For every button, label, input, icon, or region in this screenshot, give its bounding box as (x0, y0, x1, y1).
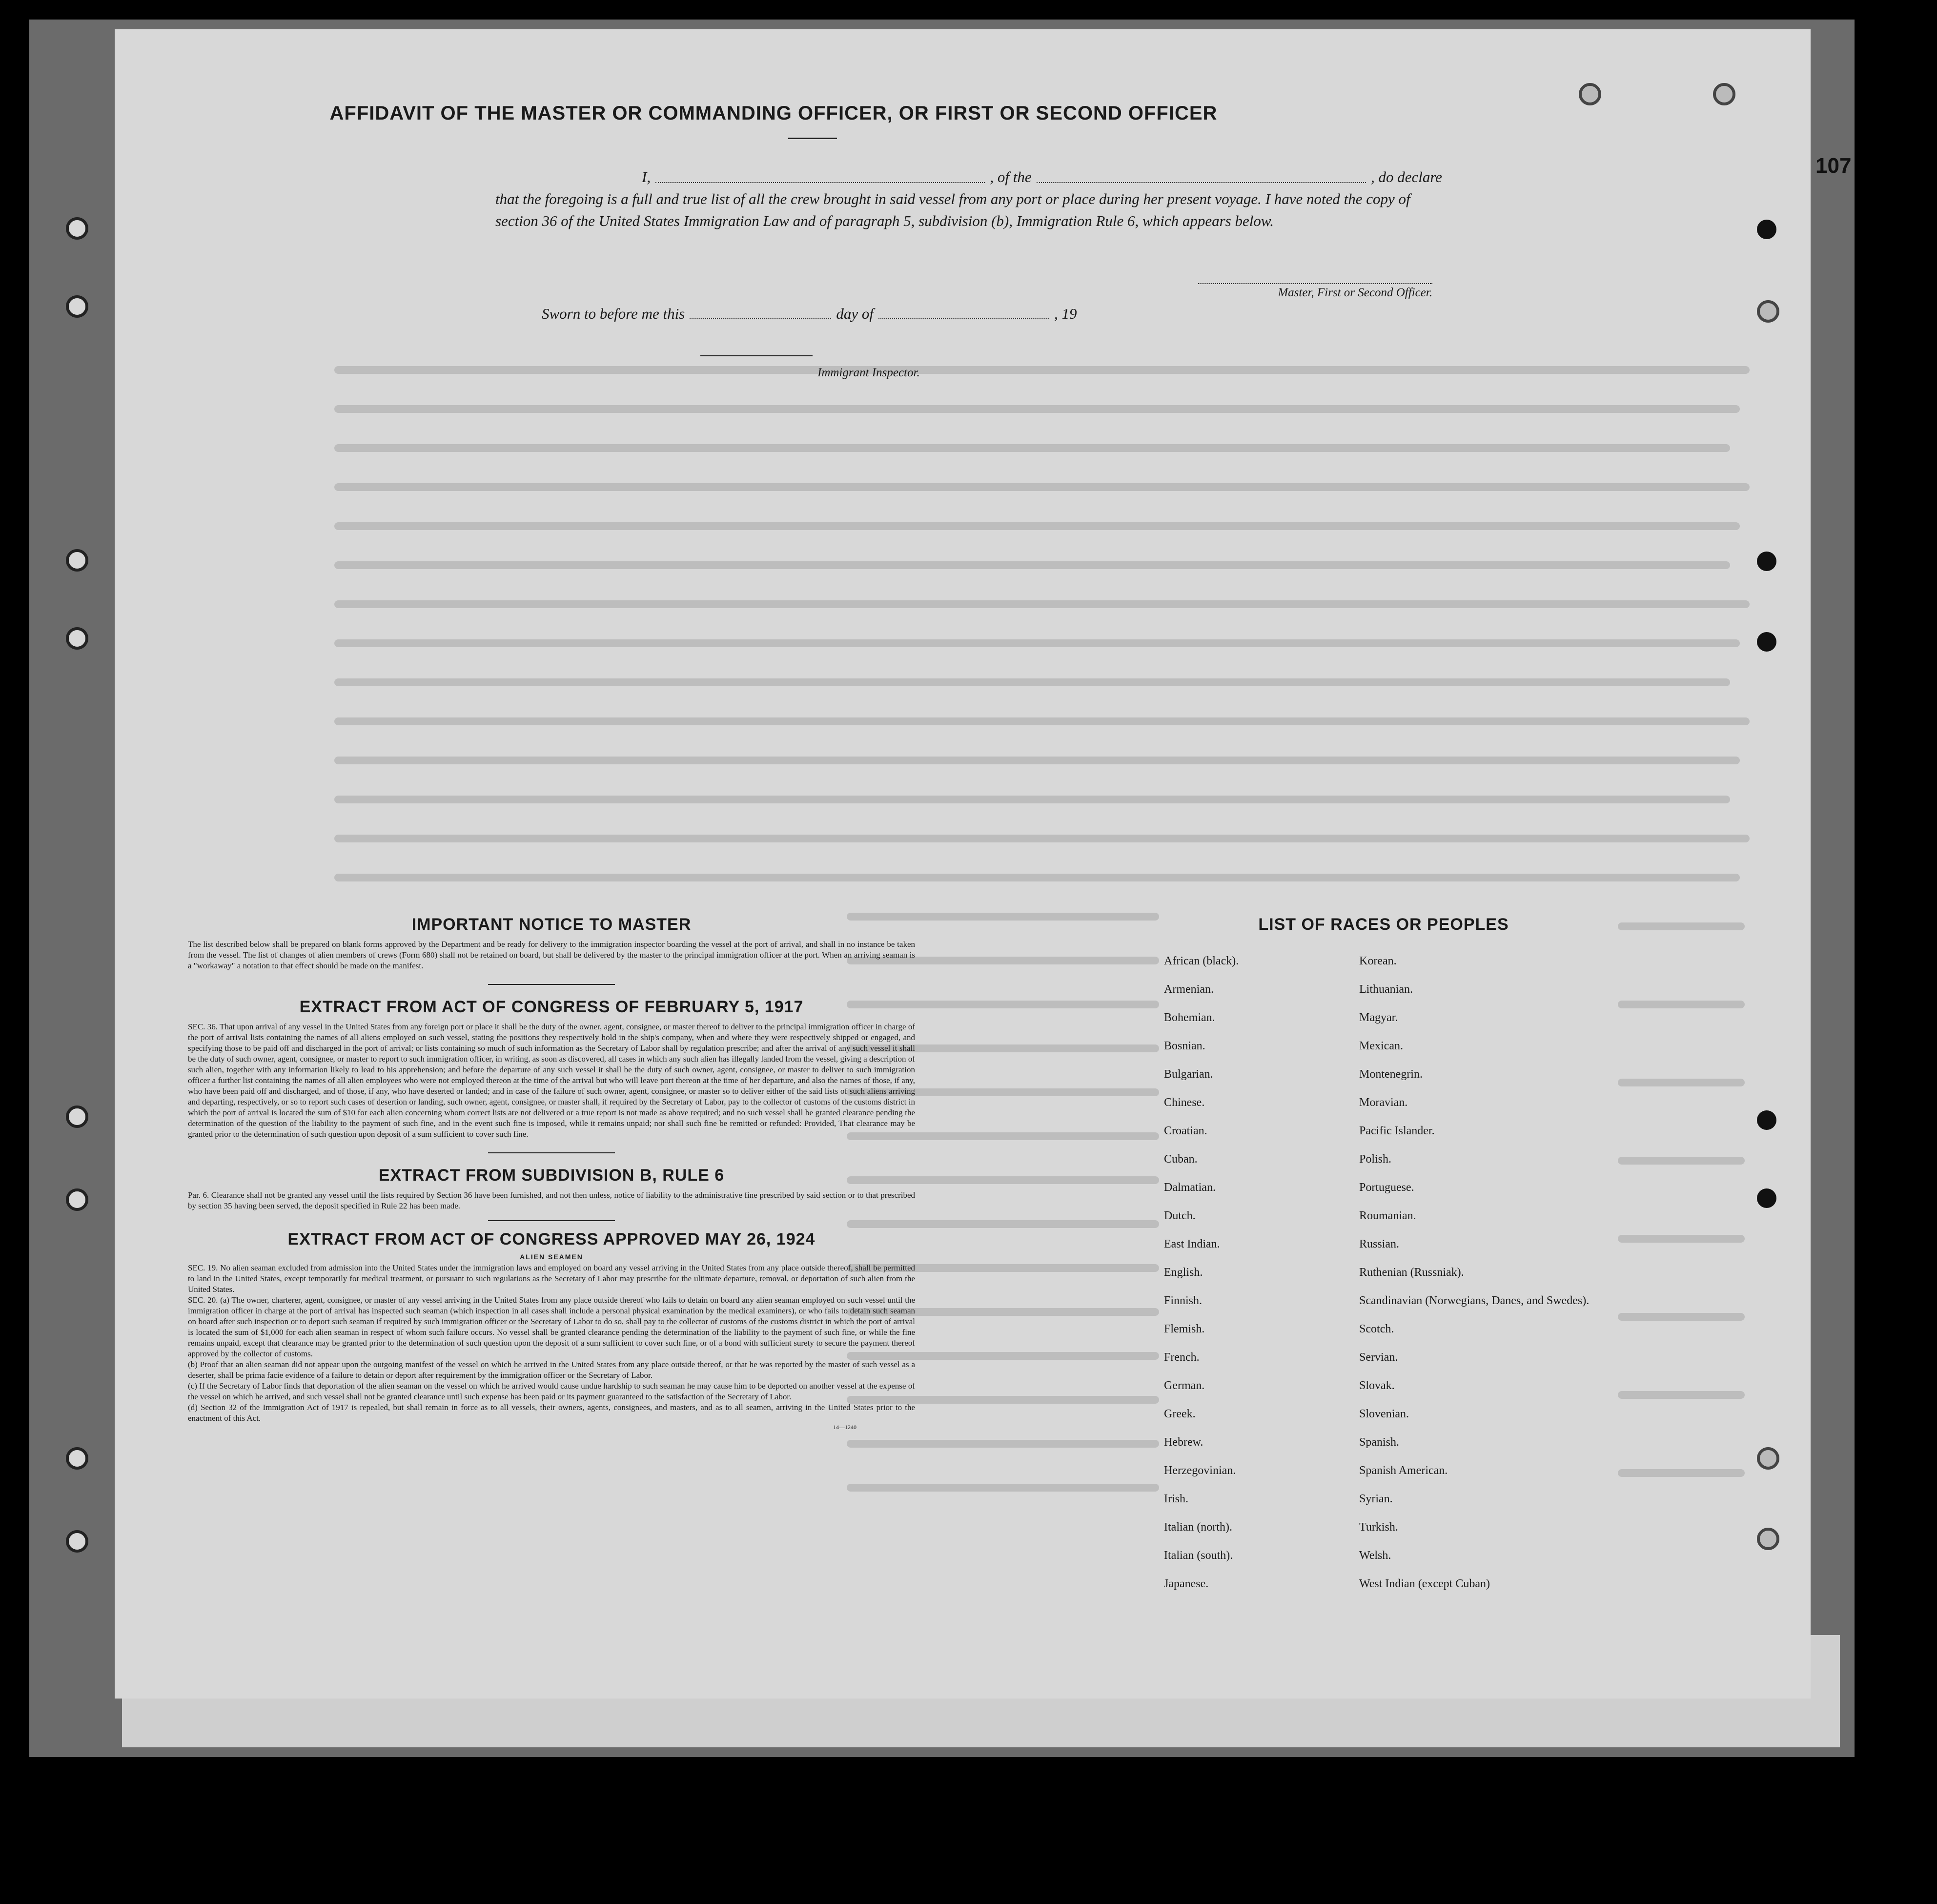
race-item: Italian (south). (1164, 1549, 1233, 1562)
race-item: Finnish. (1164, 1294, 1203, 1307)
section-divider (488, 1220, 615, 1221)
sworn-statement (542, 305, 1077, 323)
race-item: Korean. (1359, 955, 1397, 967)
race-item: Spanish American. (1359, 1464, 1448, 1477)
race-item: Roumanian. (1359, 1209, 1416, 1222)
race-item: Portuguese. (1359, 1181, 1414, 1194)
faded-handwriting (334, 874, 1740, 881)
extract-1924-sec20b: (b) Proof that an alien seaman did not appear upon the outgoing manifest of the vessel on which he arrived in the United States from any place outside thereof, or that he was reported by the master of such vessel as a deserter, shall be prima facie evidence of a failure to detain or deport after requirement by the immigration officer or the Secretary of Labor. (188, 1360, 915, 1380)
declare-of-the-label: , of the (990, 168, 1032, 185)
races-title: LIST OF RACES OR PEOPLES (1258, 915, 1509, 934)
race-item: African (black). (1164, 955, 1239, 967)
form-number: 14—1240 (833, 1424, 856, 1431)
faded-handwriting (1618, 1235, 1745, 1243)
extract-1917-title: EXTRACT FROM ACT OF CONGRESS OF FEBRUARY 5, 1917 (299, 998, 804, 1016)
faded-handwriting (334, 522, 1740, 530)
master-signature-line[interactable]: Master, First or Second Officer. (1198, 283, 1432, 300)
extract-1924-sec20c: (c) If the Secretary of Labor finds that deportation of the alien seaman on the vessel on which he arrived would cause undue hardship to such seaman he may cause him to be deported on another vessel at the expense of the vessel on which he arrived, and such vessel shall not be granted clearance until such expense has been paid or its payment guaranteed to the satisfaction of the Secretary of Labor. (188, 1381, 915, 1401)
affidavit-title: AFFIDAVIT OF THE MASTER OR COMMANDING OFFICER, OR FIRST OR SECOND OFFICER (329, 102, 1218, 124)
races-grid (1164, 954, 1603, 1605)
sworn-date-field[interactable] (690, 318, 831, 319)
manifest-page (115, 29, 1811, 1699)
race-item: Ruthenian (Russniak). (1359, 1266, 1464, 1279)
race-item: Spanish. (1359, 1436, 1400, 1449)
race-item: French. (1164, 1351, 1200, 1364)
race-item: Servian. (1359, 1351, 1398, 1364)
faded-handwriting (334, 405, 1740, 413)
extract-1924-title: EXTRACT FROM ACT OF CONGRESS APPROVED MAY 26, 1924 (287, 1230, 816, 1249)
race-item: Irish. (1164, 1493, 1188, 1505)
notice-title: IMPORTANT NOTICE TO MASTER (411, 915, 692, 934)
binder-hole (66, 217, 88, 240)
section-divider (488, 984, 615, 985)
race-item: Scandinavian (Norwegians, Danes, and Swedes). (1359, 1294, 1590, 1307)
binder-hole (1579, 83, 1601, 105)
race-item: Pacific Islander. (1359, 1125, 1435, 1137)
race-item: Armenian. (1164, 983, 1214, 996)
binder-hole (1757, 552, 1776, 571)
declare-do-declare-label: , do declare (1370, 168, 1443, 185)
faded-handwriting (1618, 1079, 1745, 1086)
extract-rule6-title: EXTRACT FROM SUBDIVISION B, RULE 6 (378, 1166, 725, 1185)
extract-rule6-text: Par. 6. Clearance shall not be granted any vessel until the lists required by Section 36 have been furnished, and not then unless, notice of liability to the administrative fine prescribed by said section or to that prescribed by section 35 having been served, the deposit specified in Rule 22 has been made. (188, 1190, 915, 1210)
races-list (1164, 915, 1603, 1605)
binder-hole (1757, 1528, 1779, 1550)
race-item: Slovenian. (1359, 1408, 1409, 1420)
faded-handwriting (1618, 1469, 1745, 1477)
legal-notices (188, 915, 915, 1431)
faded-handwriting (334, 366, 1750, 374)
alien-seamen-subtitle: ALIEN SEAMEN (520, 1253, 583, 1261)
faded-handwriting (1618, 1391, 1745, 1399)
faded-handwriting (334, 796, 1730, 803)
binder-hole (1757, 1110, 1776, 1130)
affidavit-declaration (495, 166, 1442, 232)
notice-text: The list described below shall be prepared on blank forms approved by the Department and be ready for delivery to the immigration inspector boarding the vessel at the port of arrival, and shall in no instance be taken from the vessel. The list of changes of alien members of crews (Form 680) shall not be retained on board, but shall be delivered by the master to the principal immigration officer at the port. When an arriving seaman is a "workaway" a notation to that effect should be made on the manifest. (188, 940, 915, 970)
faded-handwriting (334, 639, 1740, 647)
race-item: Dalmatian. (1164, 1181, 1216, 1194)
race-item: East Indian. (1164, 1238, 1220, 1250)
binder-hole (1757, 1447, 1779, 1470)
race-item: Polish. (1359, 1153, 1392, 1166)
faded-handwriting (334, 757, 1740, 764)
faded-handwriting (334, 678, 1730, 686)
declaration-text: that the foregoing is a full and true list of all the crew brought in said vessel from any port or place during her present voyage. I have noted the copy of section 36 of the United States Immigration Law and of paragraph 5, subdivision (b), Immigration Rule 6, which appears below. (495, 190, 1410, 229)
binder-hole (66, 627, 88, 650)
binder-hole (1757, 300, 1779, 323)
binder-hole (1757, 1188, 1776, 1208)
faded-handwriting (334, 444, 1730, 452)
race-item: Lithuanian. (1359, 983, 1413, 996)
extract-1917-text: SEC. 36. That upon arrival of any vessel in the United States from any foreign port or place it shall be the duty of the owner, agent, consignee, or master thereof to deliver to the principal immigration officer in charge of the port of arrival lists containing the names of all aliens employed on such vessel, stating the positions they respectively hold in the ship's company, when and where they were respectively shipped or engaged, and specifying those to be paid off and discharged in the port of arrival; or lists containing so much of such information as the Secretary of Labor shall by regulation prescribe; and after the arrival of any such vessel it shall be the duty of such owner, agent, consignee, or master to report to such immigration officer, in writing, as soon as discovered, all cases in which any such alien has illegally landed from the vessel, giving a description of such alien, together with any information likely to lead to his apprehension; and before the departure of any such vessel it shall be the duty of such owner, agent, consignee, or master to deliver to such immigration officer a further list containing the names of all alien employees who were not employed thereon at the time of the arrival but who will leave port thereon at the time of her departure, and also the names of those, if any, who have been paid off and discharged, and of those, if any, who have deserted or landed; and in case of the failure of such owner, agent, consignee, or master so to deliver either of the said lists of such aliens arriving and departing, respectively, or so to report such cases of desertion or landing, such owner, agent, consignee, or master shall, if required by the Secretary of Labor, pay to the collector of customs of the customs district in which the port of arrival is located the sum of $10 for each alien concerning whom correct lists are not delivered or a true report is not made as above required; and no such vessel shall be granted clearance pending the determination of the question of the liability to the payment of such fine, and in the event such fine is imposed, while it remains unpaid; nor shall such fine be remitted or refunded: Provided, That clearance may be granted prior to the determination of such question upon deposit of a sum sufficient to cover such fine. (188, 1022, 915, 1139)
section-divider (488, 1152, 615, 1153)
extract-1924-sec20a: SEC. 20. (a) The owner, charterer, agent, consignee, or master of any vessel arriving in the United States from any place outside thereof who fails to detain on board any alien seaman employed on such vessel until the immigration officer in charge at the port of arrival has inspected such seaman (which inspection in all cases shall include a personal physical examination by the medical examiners), or who fails to detain such seaman on board after such inspection or to deport such seaman if required by such immigration officer or the Secretary of Labor to do so, shall pay to the collector of customs of the customs district in which the port of arrival is located the sum of $1,000 for each alien seaman in respect of whom such failure occurs. No vessel shall be granted clearance pending the determination of the liability to the payment of such fine, or while the fine remains unpaid, except that clearance may be granted prior to the determination of such question upon the deposit of a sum sufficient to cover such fine, or of a bond with sufficient surety to secure the payment thereof approved by the collector of customs. (188, 1295, 915, 1358)
race-item: Herzegovinian. (1164, 1464, 1236, 1477)
faded-handwriting (334, 600, 1750, 608)
race-item: Bosnian. (1164, 1040, 1205, 1052)
race-item: Flemish. (1164, 1323, 1205, 1335)
binder-hole (66, 1188, 88, 1211)
faded-handwriting (334, 561, 1730, 569)
inspector-caption: Immigrant Inspector. (817, 366, 920, 379)
faded-handwriting (334, 483, 1750, 491)
binder-hole (66, 549, 88, 572)
binder-hole (1757, 632, 1776, 652)
race-item: Syrian. (1359, 1493, 1393, 1505)
race-item: Croatian. (1164, 1125, 1207, 1137)
race-item: Hebrew. (1164, 1436, 1203, 1449)
race-item: Montenegrin. (1359, 1068, 1423, 1081)
race-item: Cuban. (1164, 1153, 1198, 1166)
faded-handwriting (334, 835, 1750, 842)
faded-handwriting (847, 1440, 1159, 1448)
faded-handwriting (1618, 1313, 1745, 1321)
race-item: Chinese. (1164, 1096, 1205, 1109)
race-item: Bulgarian. (1164, 1068, 1213, 1081)
race-item: Italian (north). (1164, 1521, 1232, 1534)
binder-hole (66, 1106, 88, 1128)
faded-handwriting (1618, 1001, 1745, 1008)
inspector-signature-rule (700, 355, 813, 356)
binder-hole (1713, 83, 1735, 105)
extract-1924-sec20d: (d) Section 32 of the Immigration Act of 1917 is repealed, but shall remain in force as to all vessels, their owners, agents, consignees, and masters, and as to all seamen, arriving in the United States prior to the enactment of this Act. (188, 1403, 915, 1423)
sworn-year-label: , 19 (1054, 305, 1077, 322)
page-number: 107 (1815, 154, 1852, 178)
binder-hole (66, 1530, 88, 1553)
race-item: Moravian. (1359, 1096, 1408, 1109)
master-name-field[interactable] (655, 166, 985, 183)
binder-hole (66, 295, 88, 318)
declaration-first-line (495, 166, 1442, 188)
faded-handwriting (1618, 922, 1745, 930)
binder-hole (66, 1447, 88, 1470)
race-item: West Indian (except Cuban) (1359, 1577, 1490, 1590)
declare-i-label: I, (642, 168, 651, 185)
sworn-month-field[interactable] (878, 318, 1049, 319)
race-item: Magyar. (1359, 1011, 1398, 1024)
faded-handwriting (847, 1484, 1159, 1492)
race-item: Dutch. (1164, 1209, 1196, 1222)
race-item: Slovak. (1359, 1379, 1395, 1392)
extract-1924-sec19: SEC. 19. No alien seaman excluded from admission into the United States under the immigration laws and employed on board any vessel arriving in the United States from any place outside thereof, shall be permitted to land in the United States, except temporarily for medical treatment, or pursuant to such regulations as the Secretary of Labor may prescribe for the ultimate departure, removal, or deportation of such alien from the United States. (188, 1263, 915, 1294)
title-rule (788, 138, 837, 139)
race-item: Scotch. (1359, 1323, 1394, 1335)
race-item: Bohemian. (1164, 1011, 1215, 1024)
sworn-prefix: Sworn to before me this (542, 305, 685, 322)
race-item: German. (1164, 1379, 1205, 1392)
race-item: Russian. (1359, 1238, 1400, 1250)
faded-handwriting (334, 717, 1750, 725)
race-item: English. (1164, 1266, 1203, 1279)
race-item: Welsh. (1359, 1549, 1391, 1562)
sworn-day-of-label: day of (836, 305, 874, 322)
vessel-name-field[interactable] (1037, 166, 1366, 183)
faded-handwriting (1618, 1157, 1745, 1165)
binder-hole (1757, 220, 1776, 239)
race-item: Greek. (1164, 1408, 1196, 1420)
race-item: Turkish. (1359, 1521, 1398, 1534)
race-item: Japanese. (1164, 1577, 1209, 1590)
race-item: Mexican. (1359, 1040, 1403, 1052)
